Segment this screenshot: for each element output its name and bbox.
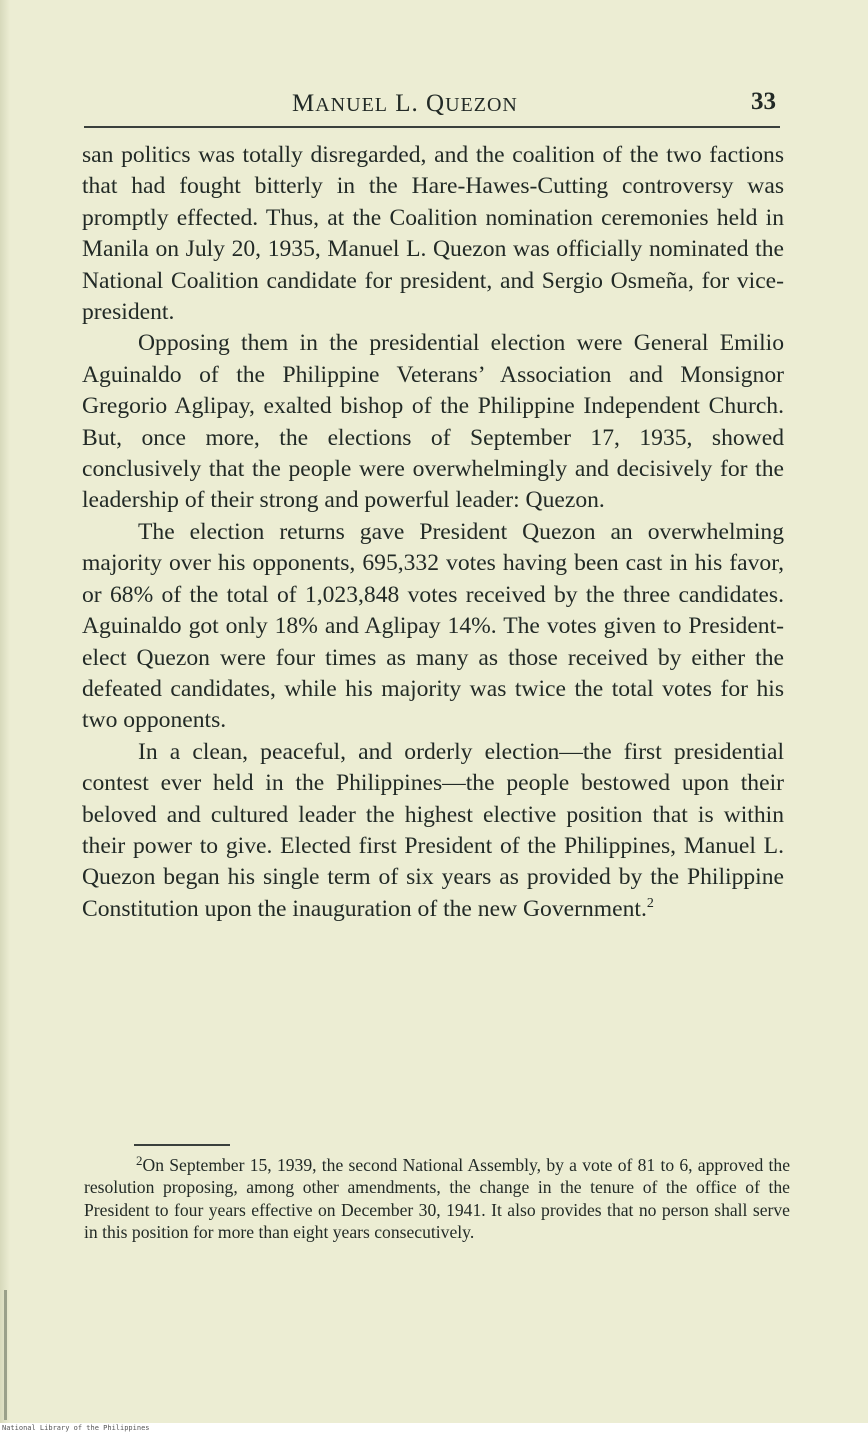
paragraph-2: Opposing them in the presidential election were General Emilio Aguinaldo of the Philippine Veterans’ Association and Monsignor Gregorio Aglipay, exalted bishop of the Philippine Independent Church. But, once more, the elections of September 17, 1935, showed conclusively that the people were overwhelmingly and decisively for the leadership of their strong and powerful leader: Quezon. bbox=[82, 330, 784, 514]
page-number: 33 bbox=[751, 88, 776, 115]
footnote-rule bbox=[134, 1144, 230, 1146]
library-watermark: National Library of the Philippines bbox=[2, 1424, 150, 1432]
footnote-text: On September 15, 1939, the second National Assembly, by a vote of 81 to 6, approved the resolution proposing, among other amendments, the change in the tenure of the office of the President to four years effective on December 30, 1941. It also provides that no person shall serve in this position for more than eight years consecutively. bbox=[84, 1155, 790, 1242]
footnote bbox=[84, 1154, 790, 1243]
paragraph-4 bbox=[82, 737, 784, 925]
footnote-reference: 2 bbox=[646, 895, 654, 911]
body-text bbox=[82, 140, 784, 925]
paragraph-1: san politics was totally disregarded, and the coalition of the two factions that had fought bitterly in the Hare-Hawes-Cutting controversy was promptly effected. Thus, at the Coalition nomination ceremonies held in Manila on July 20, 1935, Manuel L. Quezon was officially nominated the National Coalition candidate for president, and Sergio Osmeña, for vice-president. bbox=[82, 142, 784, 326]
running-head-initial-m: M bbox=[292, 90, 316, 117]
footnote-marker: 2 bbox=[136, 1153, 143, 1168]
page-edge-mark bbox=[4, 1290, 7, 1420]
page-gutter-shadow bbox=[0, 0, 10, 1423]
running-head-initial-q: Q bbox=[426, 90, 446, 117]
paragraph-3: The election returns gave President Quezon an overwhelming majority over his opponents, 695,332 votes having been cast in his favor, or 68% of the total of 1,023,848 votes received by the three candidates. Aguinaldo got only 18% and Aglipay 14%. The votes given to President-elect Quezon were four times as many as those received by either the defeated candidates, while his majority was twice the total votes for his two opponents. bbox=[82, 518, 784, 734]
paragraph-4-text: In a clean, peaceful, and orderly election—the first presidential contest ever held in the Philippines—the people bestowed upon their beloved and cultured leader the highest elective position that is within their power to give. Elected first President of the Philippines, Manuel L. Quezon began his single term of six years as provided by the Philippine Constitution upon the inauguration of the new Government. bbox=[82, 738, 784, 922]
running-head-uezon: UEZON bbox=[445, 94, 518, 116]
running-head-initial-l: L. bbox=[395, 90, 419, 117]
running-head-title bbox=[292, 90, 518, 118]
header-rule bbox=[84, 126, 780, 128]
running-head bbox=[82, 84, 782, 124]
running-head-anuel: ANUEL bbox=[315, 94, 388, 116]
